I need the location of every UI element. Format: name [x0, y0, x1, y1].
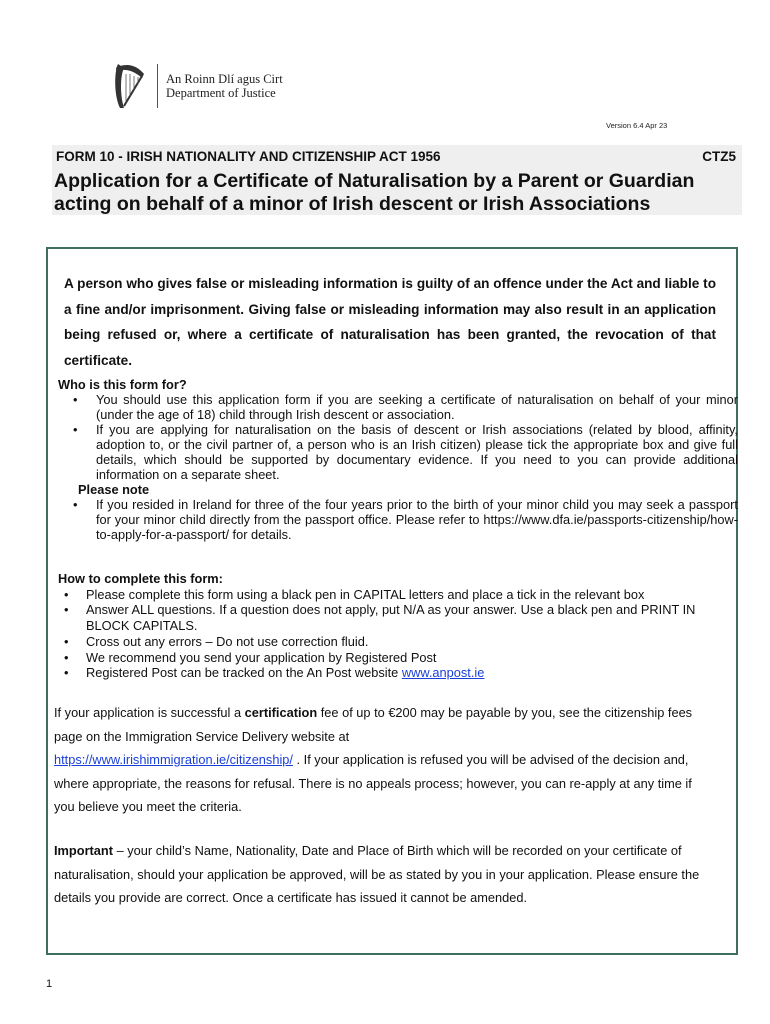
who-heading: Who is this form for?: [58, 377, 187, 392]
list-item: • If you resided in Ireland for three of the four years prior to the birth of your minor child you may seek a passport for your minor child directly from the passport office. Please refer to https://www.dfa.ie/passports-citizenship/how-to-apply-for-a-passport/ for details.: [58, 497, 738, 542]
page-number: 1: [46, 978, 53, 990]
how-section: [58, 571, 708, 681]
logo-english-name: Department of Justice: [166, 86, 276, 100]
citizenship-link[interactable]: https://www.irishimmigration.ie/citizenship/: [54, 752, 293, 767]
fee-bold: certification: [244, 705, 318, 720]
list-item: [58, 665, 708, 681]
list-item: • Please complete this form using a black pen in CAPITAL letters and place a tick in the relevant box: [58, 587, 708, 603]
department-logo: [110, 60, 310, 116]
anpost-link[interactable]: www.anpost.ie: [401, 665, 485, 681]
anpost-text: Registered Post can be tracked on the An Post website: [86, 665, 402, 681]
list-item: • We recommend you send your application by Registered Post: [58, 650, 708, 666]
list-item: • Cross out any errors – Do not use correction fluid.: [58, 634, 708, 650]
note-heading: Please note: [78, 482, 150, 497]
list-item: • Answer ALL questions. If a question does not apply, put N/A as your answer. Use a black pen and PRINT IN BLOCK CAPITALS.: [58, 602, 708, 633]
information-box: [46, 247, 738, 955]
page-title: Application for a Certificate of Naturalisation by a Parent or Guardian acting on behalf of a minor of Irish descent or Irish Associations: [54, 170, 695, 215]
false-information-warning: A person who gives false or misleading information is guilty of an offence under the Act and liable to a fine and/or imprisonment. Giving false or misleading information may also result in an application being refused or, where a certificate of naturalisation has been granted, the revocation of that certificate.: [64, 276, 716, 368]
fee-text-3: . If your application is refused you will be advised of the decision and, where appropriate, the reasons for refusal. There is no appeals process; however, you can re-apply at any time if you believe you meet the criteria.: [54, 752, 692, 814]
fee-paragraph: [54, 701, 714, 819]
important-paragraph: [54, 839, 714, 910]
fee-text-2: fee of up to €200 may be payable by you, see the citizenship fees page on the Immigration Service Delivery website at: [54, 705, 693, 744]
logo-divider: [157, 64, 158, 108]
list-item: • If you are applying for naturalisation on the basis of descent or Irish associations (related by blood, affinity, adoption to, or the civil partner of, a person who is an Irish citizen) please tick the appropriate box and give full details, which should be supported by documentary evidence. If you need to you can provide additional information on a separate sheet.: [58, 422, 738, 482]
form-header: [52, 145, 742, 215]
how-heading: How to complete this form:: [58, 571, 223, 586]
list-item: • You should use this application form if you are seeking a certificate of naturalisation on behalf of your minor (under the age of 18) child through Irish descent or association.: [58, 392, 738, 422]
form-code: CTZ5: [702, 149, 736, 164]
logo-irish-name: An Roinn Dlí agus Cirt: [166, 72, 283, 86]
important-text: – your child’s Name, Nationality, Date and Place of Birth which will be recorded on your certificate of naturalisation, should your application be approved, will be as stated by you in your application. Please ensure the details you provide are correct. Once a certificate has issued it cannot be amended.: [54, 843, 700, 905]
important-label: Important: [54, 843, 114, 858]
version-label: Version 6.4 Apr 23: [606, 121, 668, 130]
harp-icon: [110, 60, 150, 112]
fee-text-1: If your application is successful a: [54, 705, 245, 720]
who-section: [58, 377, 738, 542]
logo-text: [166, 72, 283, 100]
form-act-line: FORM 10 - IRISH NATIONALITY AND CITIZENSHIP ACT 1956: [56, 149, 441, 164]
